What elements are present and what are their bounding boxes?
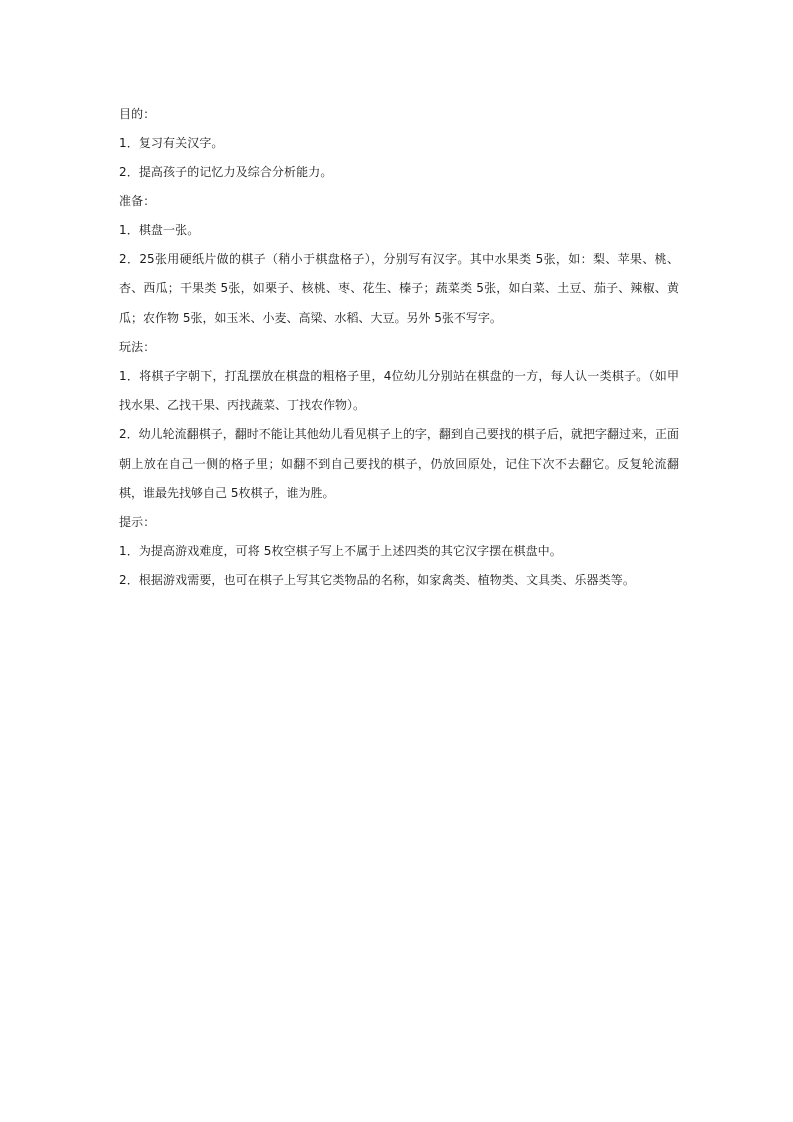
play-item-1: 1．将棋子字朝下，打乱摆放在棋盘的粗格子里，4位幼儿分别站在棋盘的一方，每人认一类棋子。（如甲找水果、乙找干果、丙找蔬菜、丁找农作物）。 <box>119 368 679 413</box>
purpose-heading: 目的： <box>119 107 156 121</box>
purpose-item-2: 2．提高孩子的记忆力及综合分析能力。 <box>119 165 333 179</box>
tips-item-1: 1．为提高游戏难度，可将 5枚空棋子写上不属于上述四类的其它汉字摆在棋盘中。 <box>119 544 562 559</box>
purpose-item-1: 1．复习有关汉字。 <box>119 136 224 150</box>
tips-heading: 提示： <box>119 515 156 530</box>
play-item-2: 2．幼儿轮流翻棋子，翻时不能让其他幼儿看见棋子上的字，翻到自己要找的棋子后，就把字翻过来，正面朝上放在自己一侧的格子里；如翻不到自己要找的棋子，仍放回原处，记住下次不去翻它。反复轮流翻棋，谁最先找够自己 5枚棋子，谁为胜。 <box>119 427 679 501</box>
prep-item-2: 2．25张用硬纸片做的棋子（稍小于棋盘格子），分别写有汉字。其中水果类 5张，如：梨、苹果、桃、杏、西瓜；干果类 5张，如栗子、核桃、枣、花生、榛子；蔬菜类 5张，如白菜、土豆、茄子、辣椒、黄瓜；农作物 5张，如玉米、小麦、高梁、水稻、大豆。另外 5张不写字。 <box>119 252 679 325</box>
prep-heading: 准备： <box>119 194 156 208</box>
prep-item-1: 1．棋盘一张。 <box>119 223 200 237</box>
document-body <box>119 100 679 595</box>
play-heading: 玩法： <box>119 339 156 354</box>
tips-item-2: 2．根据游戏需要，也可在棋子上写其它类物品的名称，如家禽类、植物类、文具类、乐器类等。 <box>119 573 635 588</box>
